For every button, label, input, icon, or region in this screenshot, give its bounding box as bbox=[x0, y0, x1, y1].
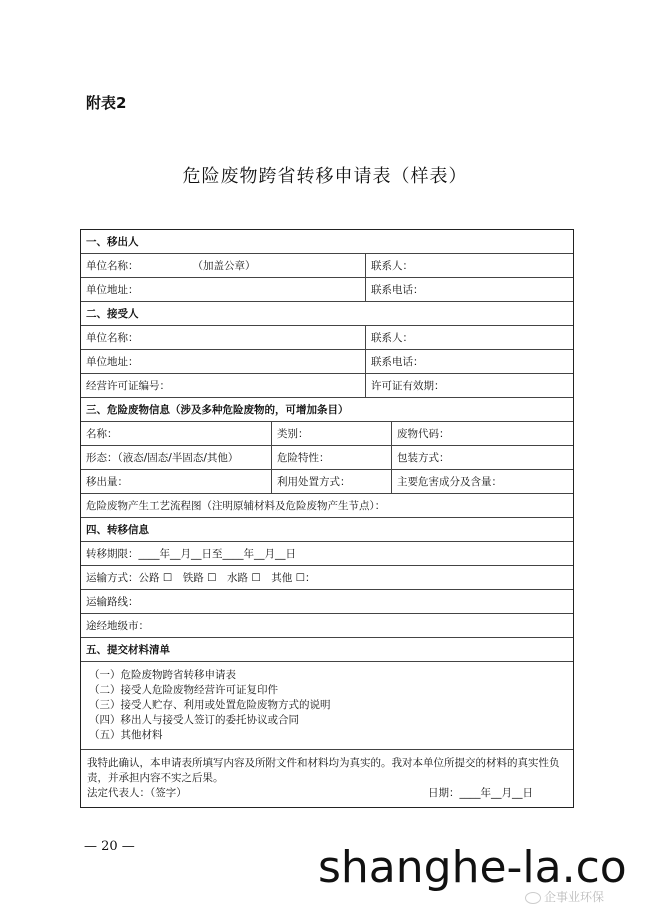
section-header-1: 一、移出人 bbox=[81, 230, 573, 254]
row-mover-unit bbox=[81, 254, 573, 278]
receiver-unit-name[interactable]: 单位名称： bbox=[86, 332, 139, 344]
hazard-components[interactable]: 主要危害成分及含量： bbox=[391, 470, 573, 493]
section-header-2: 二、接受人 bbox=[81, 302, 573, 326]
signature-line bbox=[87, 786, 567, 801]
disposal-method[interactable]: 利用处置方式： bbox=[271, 470, 391, 493]
application-form bbox=[80, 229, 574, 808]
legal-rep-signature[interactable]: 法定代表人：（签字） bbox=[87, 787, 187, 799]
transfer-period[interactable]: 转移期限：____年__月__日至____年__月__日 bbox=[86, 548, 296, 560]
row-transit-cities bbox=[81, 614, 573, 638]
receiver-contact[interactable]: 联系人： bbox=[365, 326, 573, 349]
appendix-label: 附表2 bbox=[86, 94, 127, 112]
row-transport-mode bbox=[81, 566, 573, 590]
receiver-address[interactable]: 单位地址： bbox=[86, 356, 139, 368]
page-number: — 20 — bbox=[84, 839, 135, 854]
list-item: （二）接受人危险废物经营许可证复印件 bbox=[89, 684, 278, 696]
transfer-quantity[interactable]: 移出量： bbox=[86, 476, 128, 488]
row-transport-route bbox=[81, 590, 573, 614]
wechat-icon bbox=[525, 892, 541, 904]
row-waste-name bbox=[81, 422, 573, 446]
list-item: （一）危险废物跨省转移申请表 bbox=[89, 669, 236, 681]
watermark-text: shanghe-la.co bbox=[318, 842, 627, 893]
row-receiver-address bbox=[81, 350, 573, 374]
waste-code[interactable]: 废物代码： bbox=[391, 422, 573, 445]
mover-address[interactable]: 单位地址： bbox=[86, 284, 139, 296]
row-declaration bbox=[81, 750, 573, 807]
waste-category[interactable]: 类别： bbox=[271, 422, 391, 445]
section-header-3: 三、危险废物信息（涉及多种危险废物的，可增加条目） bbox=[81, 398, 573, 422]
stamp-note: （加盖公章） bbox=[192, 260, 256, 272]
declaration bbox=[81, 750, 573, 807]
row-process-chart bbox=[81, 494, 573, 518]
mover-contact[interactable]: 联系人： bbox=[365, 254, 573, 277]
transport-route[interactable]: 运输路线： bbox=[86, 596, 139, 608]
process-flowchart[interactable]: 危险废物产生工艺流程图（注明原辅材料及危险废物产生节点）： bbox=[86, 500, 386, 512]
list-item: （三）接受人贮存、利用或处置危险废物方式的说明 bbox=[89, 699, 331, 711]
row-mover-address bbox=[81, 278, 573, 302]
waste-form[interactable]: 形态：（液态/固态/半固态/其他） bbox=[86, 452, 239, 464]
transport-mode[interactable]: 运输方式：公路 ☐ 铁路 ☐ 水路 ☐ 其他 ☐： bbox=[86, 572, 316, 584]
section-header-4: 四、转移信息 bbox=[81, 518, 573, 542]
row-waste-quantity bbox=[81, 470, 573, 494]
section-header-5: 五、提交材料清单 bbox=[81, 638, 573, 662]
watermark-sub: 企事业环保 bbox=[525, 888, 604, 905]
transit-cities[interactable]: 途经地级市： bbox=[86, 620, 149, 632]
row-waste-form bbox=[81, 446, 573, 470]
hazard-property[interactable]: 危险特性： bbox=[271, 446, 391, 469]
declaration-text: 我特此确认，本申请表所填写内容及所附文件和材料均为真实的。我对本单位所提交的材料的真实性负责，并承担内容不实之后果。 bbox=[87, 757, 560, 784]
list-item: （五）其他材料 bbox=[89, 729, 163, 741]
page-title: 危险废物跨省转移申请表（样表） bbox=[182, 166, 468, 187]
receiver-phone[interactable]: 联系电话： bbox=[365, 350, 573, 373]
row-receiver-unit bbox=[81, 326, 573, 350]
row-receiver-license bbox=[81, 374, 573, 398]
material-list bbox=[81, 662, 339, 749]
signature-date[interactable]: 日期：____年__月__日 bbox=[428, 787, 533, 799]
waste-name[interactable]: 名称： bbox=[86, 428, 118, 440]
license-number[interactable]: 经营许可证编号： bbox=[86, 380, 170, 392]
packaging-method[interactable]: 包装方式： bbox=[391, 446, 573, 469]
mover-unit-name[interactable]: 单位名称： （加盖公章） bbox=[86, 260, 256, 272]
row-transfer-period bbox=[81, 542, 573, 566]
license-validity[interactable]: 许可证有效期： bbox=[365, 374, 573, 397]
row-material-list bbox=[81, 662, 573, 750]
list-item: （四）移出人与接受人签订的委托协议或合同 bbox=[89, 714, 299, 726]
mover-phone[interactable]: 联系电话： bbox=[365, 278, 573, 301]
